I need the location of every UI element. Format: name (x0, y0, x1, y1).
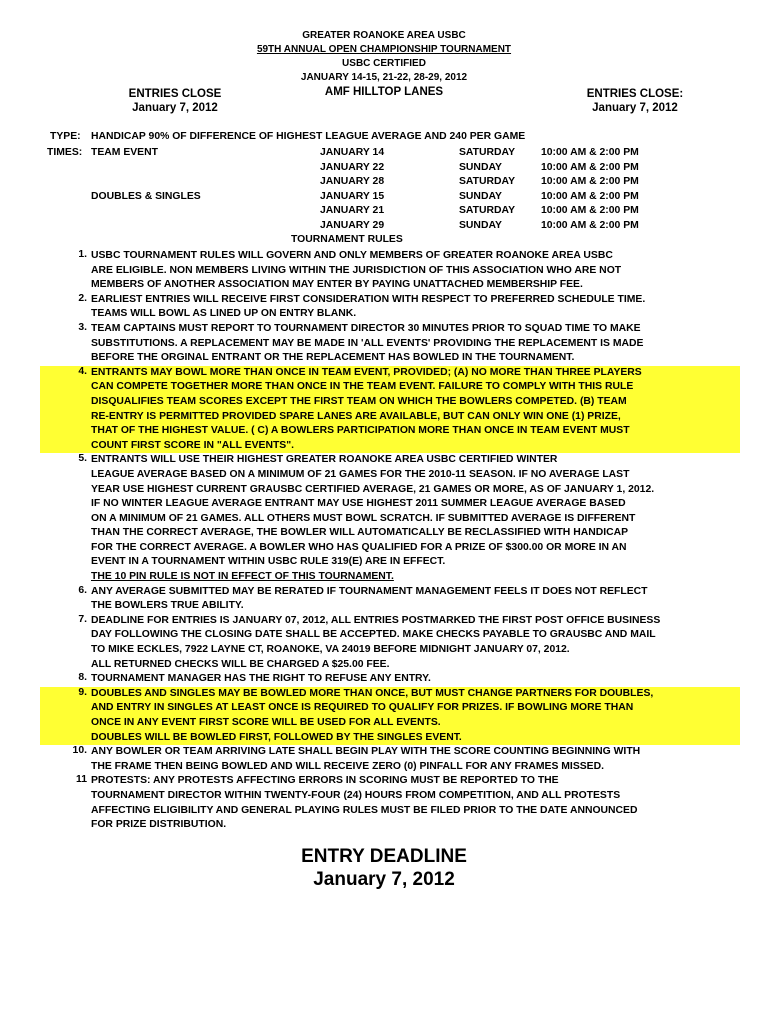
header-certified: USBC CERTIFIED (342, 58, 426, 69)
schedule-day: SATURDAY (459, 176, 516, 188)
entries-close-left-date: January 7, 2012 (132, 102, 218, 114)
schedule-time: 10:00 AM & 2:00 PM (541, 220, 639, 231)
rule-line: ANY BOWLER OR TEAM ARRIVING LATE SHALL BEGIN PLAY WITH THE SCORE COUNTING BEGINNING WITH (91, 746, 641, 758)
rule-item (40, 322, 740, 366)
rule-number: 2. (78, 292, 87, 304)
rule-line: LEAGUE AVERAGE BASED ON A MINIMUM OF 21 GAMES FOR THE 2010-11 SEASON. IF NO AVERAGE LAST (91, 468, 630, 480)
rules-title-row (0, 233, 770, 247)
rule-line: IF NO WINTER LEAGUE AVERAGE ENTRANT MAY USE HIGHEST 2011 SUMMER LEAGUE AVERAGE BASED (91, 498, 626, 510)
schedule-time: 10:00 AM & 2:00 PM (541, 161, 639, 173)
rule-line: YEAR USE HIGHEST CURRENT GRAUSBC CERTIFIED AVERAGE, 21 GAMES OR MORE, AS OF JANUARY 1, 2012. (91, 483, 655, 495)
rule-number: 11 (76, 774, 87, 786)
rule-line: ENTRANTS WILL USE THEIR HIGHEST GREATER ROANOKE AREA USBC CERTIFIED WINTER (91, 454, 558, 466)
rule-line: BEFORE THE ORGINAL ENTRANT OR THE REPLACEMENT HAS BOWLED IN THE TOURNAMENT. (91, 352, 575, 364)
rules-list (40, 249, 740, 833)
rule-line: DOUBLES AND SINGLES MAY BE BOWLED MORE THAN ONCE, BUT MUST CHANGE PARTNERS FOR DOUBLES, (91, 687, 654, 699)
rule-number: 9. (78, 686, 87, 698)
rule-line: DOUBLES WILL BE BOWLED FIRST, FOLLOWED BY THE SINGLES EVENT. (91, 731, 462, 743)
schedule-row (0, 204, 770, 218)
schedule-day: SUNDAY (459, 190, 502, 202)
header-org: GREATER ROANOKE AREA USBC (302, 30, 466, 41)
rule-line: PROTESTS: ANY PROTESTS AFFECTING ERRORS IN SCORING MUST BE REPORTED TO THE (91, 775, 559, 787)
schedule-time: 10:00 AM & 2:00 PM (541, 190, 639, 202)
times-label: TIMES: (47, 147, 83, 158)
rule-number: 1. (78, 249, 87, 260)
rule-line: FOR THE CORRECT AVERAGE. A BOWLER WHO HAS QUALIFIED FOR A PRIZE OF $300.00 OR MORE IN AN (91, 541, 627, 553)
rule-line: DAY FOLLOWING THE CLOSING DATE SHALL BE ACCEPTED. MAKE CHECKS PAYABLE TO GRAUSBC AND MAIL (91, 629, 656, 641)
rule-item (40, 293, 740, 322)
rule-item (40, 453, 740, 584)
schedule-date: JANUARY 22 (320, 161, 385, 173)
schedule-date: JANUARY 14 (320, 147, 385, 158)
rule-line: MEMBERS OF ANOTHER ASSOCIATION MAY ENTER BY PAYING UNATTACHED MEMBERSHIP FEE. (91, 279, 583, 291)
schedule-day: SUNDAY (459, 161, 502, 173)
schedule-row (0, 161, 770, 175)
rule-line: TEAMS WILL BOWL AS LINED UP ON ENTRY BLANK. (91, 308, 357, 320)
rule-line: TOURNAMENT DIRECTOR WITHIN TWENTY-FOUR (24) HOURS FROM COMPETITION, AND ALL PROTESTS (91, 789, 621, 801)
schedule-date: JANUARY 28 (320, 176, 385, 188)
rule-line: CAN COMPETE TOGETHER MORE THAN ONCE IN THE TEAM EVENT. FAILURE TO COMPLY WITH THIS RULE (91, 381, 634, 393)
rule-line: ON A MINIMUM OF 21 GAMES. ALL OTHERS MUST BOWL SCRATCH. IF SUBMITTED AVERAGE IS DIFFERENT (91, 512, 636, 524)
deadline-date: January 7, 2012 (313, 869, 455, 890)
schedule-row (0, 190, 770, 204)
rule-item (40, 585, 740, 614)
rule-line: TO MIKE ECKLES, 7922 LAYNE CT, ROANOKE, VA 24019 BEFORE MIDNIGHT JANUARY 07, 2012. (91, 644, 570, 656)
rule-line: ANY AVERAGE SUBMITTED MAY BE RERATED IF TOURNAMENT MANAGEMENT FEELS IT DOES NOT REFLECT (91, 585, 648, 597)
schedule-time: 10:00 AM & 2:00 PM (541, 205, 639, 217)
schedule-day: SATURDAY (459, 147, 516, 158)
deadline-label: ENTRY DEADLINE (301, 846, 467, 867)
header-dates: JANUARY 14-15, 21-22, 28-29, 2012 (300, 72, 468, 83)
schedule-row (0, 175, 770, 189)
rule-line: THE FRAME THEN BEING BOWLED AND WILL RECEIVE ZERO (0) PINFALL FOR ANY FRAMES MISSED. (91, 760, 605, 772)
entries-close-left-label: ENTRIES CLOSE (128, 88, 222, 100)
rule-number: 3. (78, 321, 87, 333)
rule-number: 4. (78, 365, 87, 377)
schedule-time: 10:00 AM & 2:00 PM (541, 176, 639, 188)
entries-close-left (100, 87, 250, 115)
schedule-event: TEAM EVENT (91, 147, 158, 158)
rules-title: TOURNAMENT RULES (291, 234, 403, 245)
rule-line: AFFECTING ELIGIBILITY AND GENERAL PLAYING RULES MUST BE FILED PRIOR TO THE DATE ANNOUNCED (91, 804, 638, 816)
rule-line: ARE ELIGIBLE. NON MEMBERS LIVING WITHIN THE JURISDICTION OF THIS ASSOCIATION WHO ARE NOT (91, 264, 622, 276)
rule-number: 6. (78, 584, 87, 596)
header-title: 59TH ANNUAL OPEN CHAMPIONSHIP TOURNAMENT (256, 44, 512, 55)
type-label: TYPE: (50, 131, 81, 142)
rule-line: COUNT FIRST SCORE IN "ALL EVENTS". (91, 439, 295, 451)
type-row (0, 130, 770, 144)
rule-line: EVENT IN A TOURNAMENT WITHIN USBC RULE 319(E) ARE IN EFFECT. (91, 556, 446, 568)
rule-line: EARLIEST ENTRIES WILL RECEIVE FIRST CONSIDERATION WITH RESPECT TO PREFERRED SCHEDULE TIME. (91, 293, 646, 305)
rule-line: SUBSTITUTIONS. A REPLACEMENT MAY BE MADE IN 'ALL EVENTS' PROVIDING THE REPLACEMENT IS MADE (91, 337, 644, 349)
rule-item (40, 745, 740, 774)
rule-line: FOR PRIZE DISTRIBUTION. (91, 819, 227, 831)
rule-item (40, 614, 740, 672)
rule-underlined-note (91, 570, 740, 585)
rule-line: THAT OF THE HIGHEST VALUE. ( C) A BOWLERS PARTICIPATION MORE THAN ONCE IN TEAM EVENT MUST (91, 425, 630, 437)
rule-number: 7. (78, 613, 87, 625)
rule-line: RE-ENTRY IS PERMITTED PROVIDED SPARE LANES ARE AVAILABLE, BUT CAN ONLY WIN ONE (1) PRIZE, (91, 410, 621, 422)
rule-line: THE BOWLERS TRUE ABILITY. (91, 600, 244, 612)
schedule-date: JANUARY 21 (320, 205, 385, 217)
header-venue: AMF HILLTOP LANES (324, 86, 444, 98)
rule-item (40, 687, 740, 745)
entries-close-right (560, 87, 710, 115)
entries-close-right-date: January 7, 2012 (592, 102, 678, 114)
schedule-day: SATURDAY (459, 205, 516, 217)
schedule-row (0, 146, 770, 160)
rule-line: ALL RETURNED CHECKS WILL BE CHARGED A $25.00 FEE. (91, 658, 390, 670)
rule-line: ONCE IN ANY EVENT FIRST SCORE WILL BE USED FOR ALL EVENTS. (91, 717, 441, 728)
schedule-day: SUNDAY (459, 220, 502, 231)
rule-line: TOURNAMENT MANAGER HAS THE RIGHT TO REFUSE ANY ENTRY. (91, 673, 431, 685)
schedule-date: JANUARY 29 (320, 220, 385, 231)
schedule-date: JANUARY 15 (320, 190, 385, 202)
rule-item (40, 774, 740, 832)
rule-number: 8. (78, 672, 87, 684)
rule-line: ENTRANTS MAY BOWL MORE THAN ONCE IN TEAM EVENT, PROVIDED; (A) NO MORE THAN THREE PLAYERS (91, 366, 642, 378)
rule-line: DEADLINE FOR ENTRIES IS JANUARY 07, 2012, ALL ENTRIES POSTMARKED THE FIRST POST OFFICE BUSINESS (91, 614, 661, 626)
rule-item (40, 672, 740, 687)
rule-item (40, 249, 740, 293)
type-text: HANDICAP 90% OF DIFFERENCE OF HIGHEST LEAGUE AVERAGE AND 240 PER GAME (91, 131, 526, 142)
schedule-time: 10:00 AM & 2:00 PM (541, 147, 639, 158)
rule-number: 5. (78, 453, 87, 465)
schedule-row (0, 219, 770, 233)
schedule-event: DOUBLES & SINGLES (91, 190, 201, 202)
rule-item (40, 366, 740, 454)
rule-line: DISQUALIFIES TEAM SCORES EXCEPT THE FIRST TEAM ON WHICH THE BOWLERS COMPETED. (B) TEAM (91, 395, 627, 407)
rule-line: TEAM CAPTAINS MUST REPORT TO TOURNAMENT DIRECTOR 30 MINUTES PRIOR TO SQUAD TIME TO MAKE (91, 322, 641, 334)
rule-line: USBC TOURNAMENT RULES WILL GOVERN AND ONLY MEMBERS OF GREATER ROANOKE AREA USBC (91, 250, 613, 261)
rule-line: AND ENTRY IN SINGLES AT LEAST ONCE IS REQUIRED TO QUALIFY FOR PRIZES. IF BOWLING MORE THAN (91, 702, 634, 714)
rule-number: 10. (72, 745, 87, 757)
entries-close-right-label: ENTRIES CLOSE: (586, 88, 684, 100)
rule-underlined-text: THE 10 PIN RULE IS NOT IN EFFECT OF THIS TOURNAMENT. (91, 571, 394, 583)
rule-line: THAN THE CORRECT AVERAGE, THE BOWLER WILL AUTOMATICALLY BE RECLASSIFIED WITH HANDICAP (91, 527, 629, 539)
